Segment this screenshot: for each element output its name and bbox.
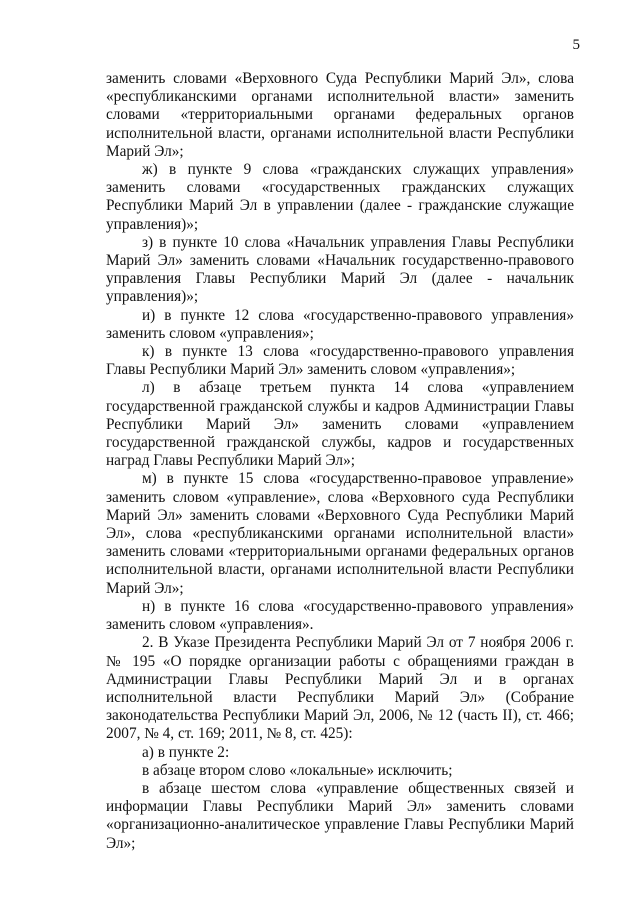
paragraph: в абзаце втором слово «локальные» исключить; [142,761,453,779]
document-body [106,70,574,853]
paragraph: н) в пункте 16 слова «государственно-правового управления» заменить словом «управления». [106,597,574,634]
paragraph: в абзаце шестом слова «управление общественных связей и информации Главы Республики Марий Эл» заменить словами «организационно-аналитическое управление Главы Республики Марий Эл»; [106,779,574,852]
paragraph: а) в пункте 2: [142,743,230,761]
paragraph: з) в пункте 10 слова «Начальник управления Главы Республики Марий Эл» заменить словами «Начальник государственно-правового управления Главы Республики Марий Эл (далее - начальник управления)»; [106,233,574,306]
page-number: 5 [572,37,580,53]
paragraph: м) в пункте 15 слова «государственно-правовое управление» заменить словом «управление», слова «Верховного суда Республики Марий Эл» заменить словами «Верховного Суда Республики Марий Эл», слова «республиканскими органами исполнительной власти» заменить словами «территориальными органами федеральных органов исполнительной власти, органами исполнительной власти Республики Марий Эл»; [106,470,574,597]
paragraph: к) в пункте 13 слова «государственно-правового управления Главы Республики Марий Эл» заменить словом «управления»; [106,343,574,379]
paragraph: 2. В Указе Президента Республики Марий Эл от 7 ноября 2006 г. № 195 «О порядке организации работы с обращениями граждан в Администрации Главы Республики Марий Эл и в органах исполнительной власти Республики Марий Эл» (Собрание законодательства Республики Марий Эл, 2006, № 12 (часть II), ст. 466; 2007, № 4, ст. 169; 2011, № 8, ст. 425): [106,634,574,743]
paragraph: ж) в пункте 9 слова «гражданских служащих управления» заменить словами «государственных гражданских служащих Республики Марий Эл в управлении (далее - гражданские служащие управления)»; [106,161,574,233]
paragraph: заменить словами «Верховного Суда Республики Марий Эл», слова «республиканскими органами исполнительной власти» заменить словами «территориальными органами федеральных органов исполнительной власти, органами исполнительной власти Республики Марий Эл»; [106,70,574,160]
paragraph: л) в абзаце третьем пункта 14 слова «управлением государственной гражданской службы и кадров Администрации Главы Республики Марий Эл» заменить словами «управлением государственной гражданской службы, кадров и государственных наград Главы Республики Марий Эл»; [106,379,574,470]
paragraph: и) в пункте 12 слова «государственно-правового управления» заменить словом «управления»; [106,306,574,342]
